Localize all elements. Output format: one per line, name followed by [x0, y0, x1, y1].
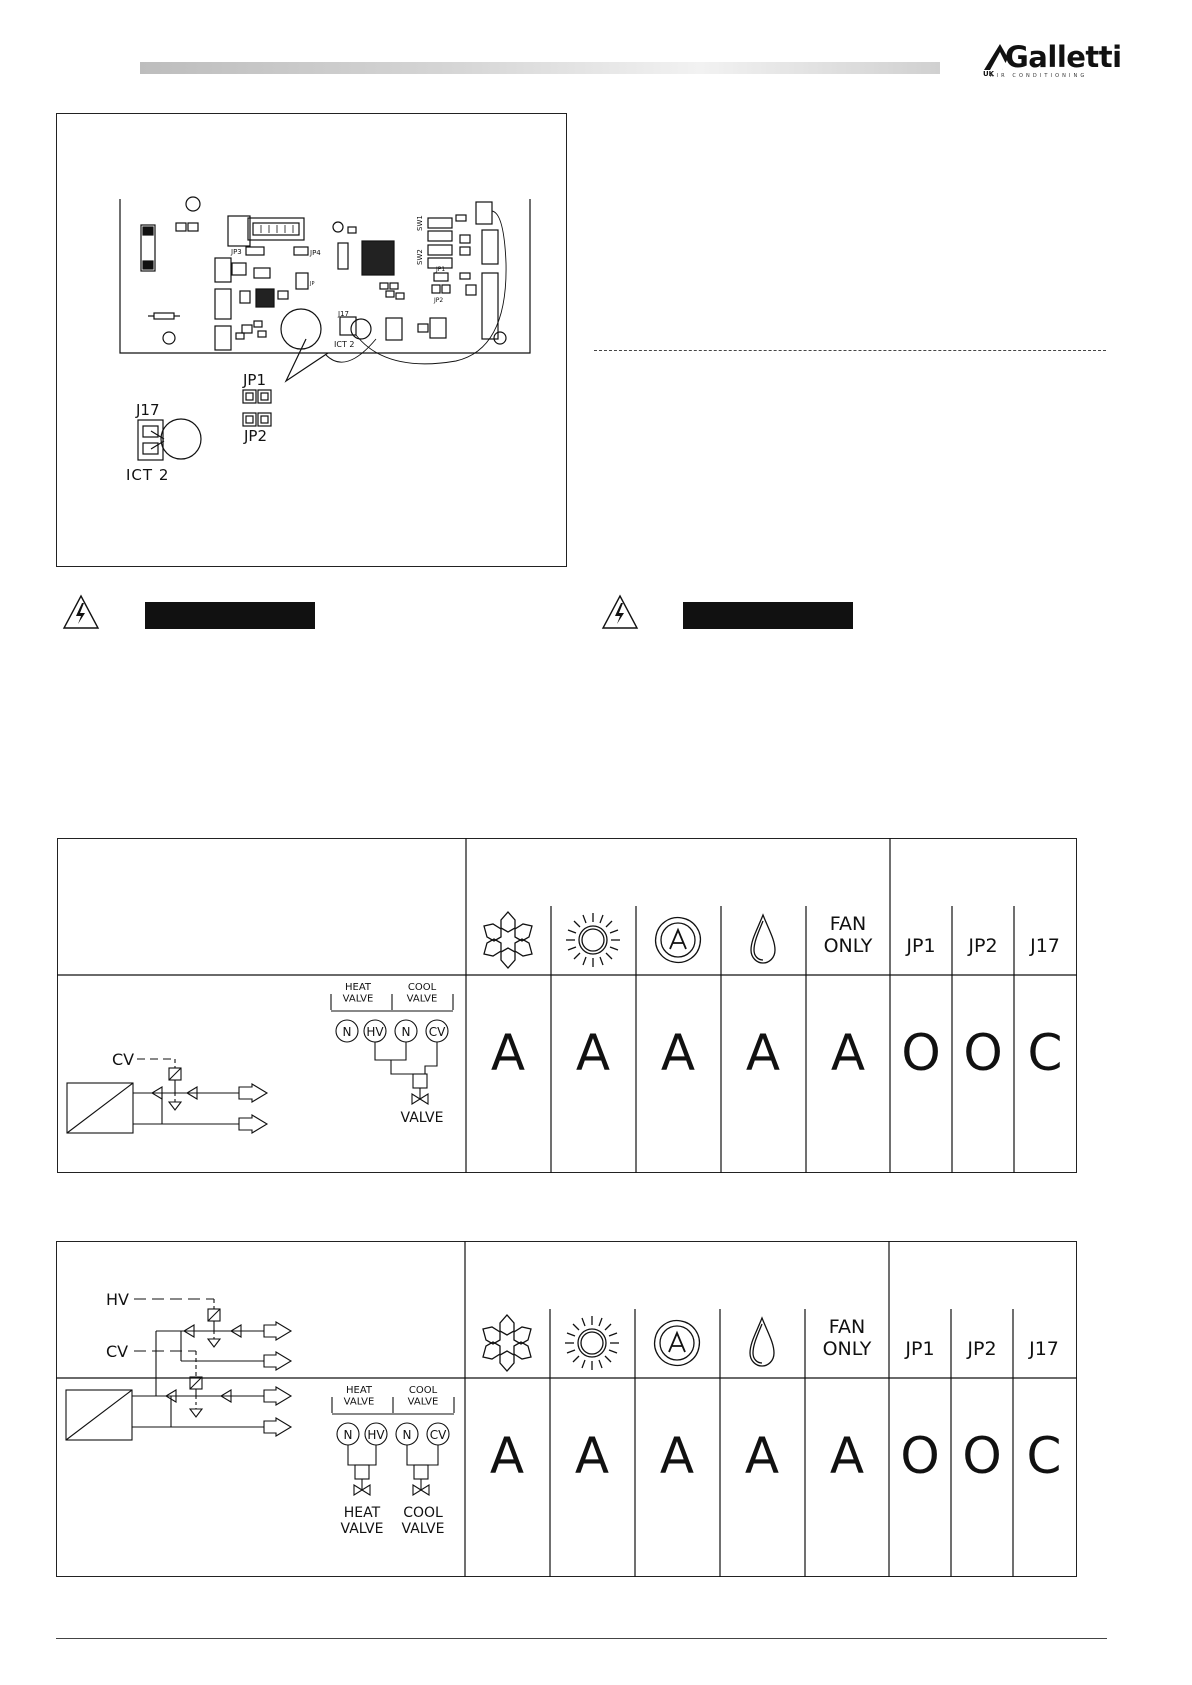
dip-switch-sw2	[428, 245, 452, 255]
svg-text:JP2: JP2	[434, 297, 444, 304]
callout-jp1-label: JP1	[243, 371, 267, 389]
connector	[476, 202, 492, 224]
jumper-config-table-two-valves	[56, 1241, 1077, 1577]
svg-text:N: N	[402, 1428, 412, 1442]
ribbon-connector	[248, 218, 304, 240]
water-drop-icon	[751, 915, 775, 963]
table-cell: A	[575, 1024, 611, 1082]
jp4-jumper	[294, 247, 308, 255]
connector	[386, 318, 402, 340]
fan-only-label-line1: FAN	[829, 913, 867, 935]
jp3-jumper	[246, 247, 264, 255]
pcb-board-outline	[120, 199, 530, 353]
mounting-hole	[163, 332, 175, 344]
warning-label-bar	[683, 602, 853, 629]
svg-text:SW1: SW1	[416, 215, 424, 231]
svg-text:N: N	[342, 1025, 352, 1039]
svg-text:CV: CV	[106, 1342, 129, 1361]
svg-text:CV: CV	[428, 1025, 446, 1039]
valve-wiring-diagram	[67, 982, 453, 1133]
callout-j17-label: J17	[136, 401, 160, 419]
table-cell: A	[830, 1024, 866, 1082]
table-cell: A	[489, 1427, 525, 1485]
table-cell: O	[900, 1427, 940, 1485]
svg-text:COOLVALVE: COOL VALVE	[406, 982, 438, 1005]
capacitor	[186, 197, 200, 211]
ict2-detail-loop	[161, 419, 201, 459]
connector	[215, 258, 231, 282]
svg-text:HV: HV	[106, 1290, 129, 1309]
footer-rule	[56, 1638, 1107, 1639]
brand-name: Galletti	[1005, 40, 1122, 74]
dip-switch-sw1	[428, 218, 452, 228]
svg-text:JP4: JP4	[310, 249, 321, 257]
snowflake-icon	[484, 912, 532, 968]
water-drop-icon	[750, 1318, 774, 1366]
jp2-header: JP2	[967, 1338, 997, 1360]
svg-text:VALVE: VALVE	[400, 1110, 444, 1126]
svg-text:CV: CV	[429, 1428, 447, 1442]
j17-header: J17	[1029, 1338, 1059, 1360]
svg-text:HV: HV	[367, 1428, 385, 1442]
transformer	[281, 309, 321, 349]
jp1-pin	[243, 390, 256, 403]
svg-text:HEATVALVE: HEAT VALVE	[340, 1505, 384, 1538]
section-divider	[594, 350, 1106, 351]
auto-mode-icon	[656, 918, 701, 963]
svg-text:COOLVALVE: COOL VALVE	[401, 1505, 445, 1538]
table-cell: A	[745, 1024, 781, 1082]
callout-jp2-label: JP2	[244, 427, 268, 445]
jp2-header: JP2	[968, 935, 998, 957]
warning-label-bar	[145, 602, 315, 629]
svg-text:JP3: JP3	[231, 248, 242, 256]
svg-text:HV: HV	[366, 1025, 384, 1039]
table-cell: A	[490, 1024, 526, 1082]
valve-wiring-diagram	[66, 1290, 454, 1537]
svg-text:J17: J17	[338, 310, 349, 318]
ict2-sensor-loop	[351, 319, 371, 339]
logo-badge: UK	[983, 70, 995, 78]
svg-text:N: N	[401, 1025, 411, 1039]
callout-pointer	[286, 339, 328, 381]
table-cell: O	[962, 1427, 1002, 1485]
jumper-config-table-single-valve	[57, 838, 1077, 1173]
svg-text:COOLVALVE: COOL VALVE	[407, 1385, 439, 1408]
svg-text:ICT 2: ICT 2	[334, 340, 355, 349]
ic-chip	[228, 216, 250, 246]
svg-text:N: N	[343, 1428, 353, 1442]
table-cell: A	[744, 1427, 780, 1485]
microcontroller	[362, 241, 394, 275]
table-cell: A	[829, 1427, 865, 1485]
mounting-hole	[494, 332, 506, 344]
svg-text:HEATVALVE: HEAT VALVE	[342, 982, 374, 1005]
resistor	[154, 313, 174, 319]
fan-only-label-line2: ONLY	[823, 935, 873, 957]
connector	[215, 289, 231, 319]
table-cell: A	[660, 1024, 696, 1082]
table-cell: C	[1026, 1427, 1062, 1485]
callout-ict2-label: ICT 2	[126, 466, 170, 484]
fan-only-label-line2: ONLY	[822, 1338, 872, 1360]
j17-connector	[340, 317, 356, 335]
j17-header: J17	[1030, 935, 1060, 957]
table-cell: A	[659, 1427, 695, 1485]
connector	[482, 230, 498, 264]
svg-text:JP: JP	[310, 281, 315, 287]
svg-text:JP1: JP1	[436, 266, 446, 273]
table-cell: O	[963, 1024, 1003, 1082]
sun-icon	[566, 913, 620, 967]
svg-text:SW2: SW2	[416, 249, 424, 265]
fan-only-label-line1: FAN	[828, 1316, 866, 1338]
jp1-header: JP1	[906, 935, 936, 957]
auto-mode-icon	[655, 1321, 700, 1366]
jp2-pin	[258, 413, 271, 426]
table-cell: C	[1027, 1024, 1063, 1082]
connector	[430, 318, 446, 338]
high-voltage-warning-icon	[62, 594, 100, 630]
brand-tagline: AIR CONDITIONING	[990, 73, 1088, 79]
sun-icon	[565, 1316, 619, 1370]
svg-text:CV: CV	[112, 1050, 135, 1069]
jp1-pin	[258, 390, 271, 403]
table-cell: A	[574, 1427, 610, 1485]
connector	[215, 326, 231, 350]
high-voltage-warning-icon	[601, 594, 639, 630]
header-gradient-bar	[140, 62, 940, 74]
jp2-pin	[243, 413, 256, 426]
pcb-diagram	[56, 113, 567, 567]
jp1-header: JP1	[905, 1338, 935, 1360]
snowflake-icon	[483, 1315, 531, 1371]
svg-text:HEATVALVE: HEAT VALVE	[343, 1385, 375, 1408]
table-cell: O	[901, 1024, 941, 1082]
